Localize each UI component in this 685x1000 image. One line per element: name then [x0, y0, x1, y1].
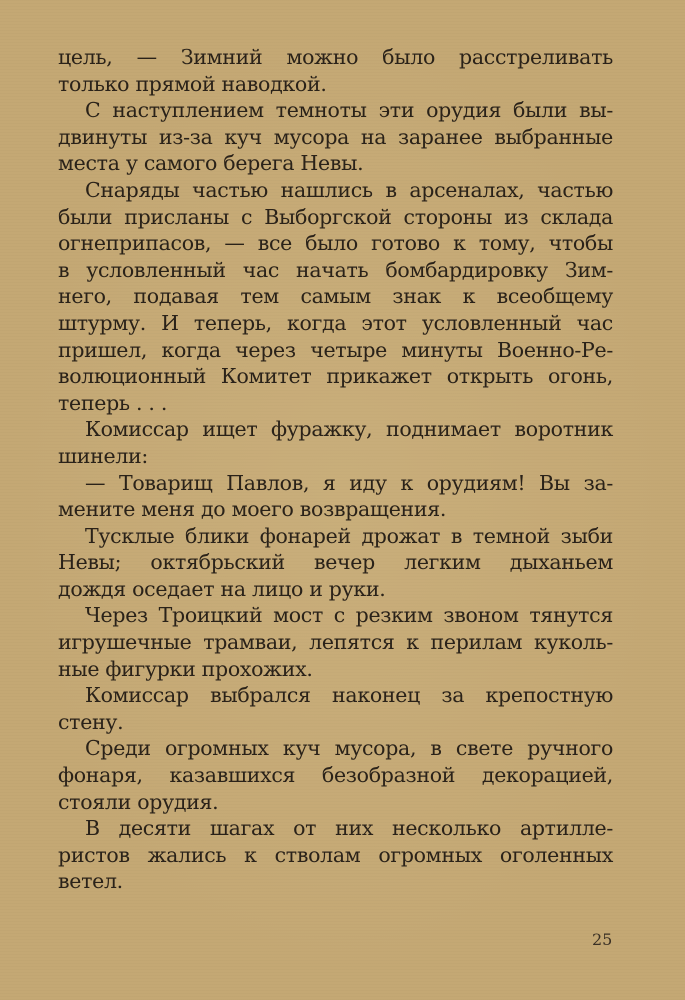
- text-line: Тусклые блики фонарей дрожат в темной зыби: [85, 523, 613, 548]
- text-line: волюционный Комитет прикажет открыть огонь,: [58, 364, 613, 389]
- text-line: Среди огромных куч мусора, в свете ручного: [85, 736, 613, 761]
- text-line: В десяти шагах от них несколько артилле-: [85, 816, 613, 841]
- text-line: штурму. И теперь, когда этот условленный час: [58, 310, 613, 335]
- text-line: в условленный час начать бомбардировку Зим-: [58, 257, 613, 282]
- text-line: были присланы с Выборгской стороны из склада: [58, 204, 613, 229]
- text-line: теперь . . .: [58, 390, 168, 415]
- page-number: 25: [592, 930, 613, 949]
- text-line: стену.: [58, 709, 124, 734]
- text-line: Комиссар ищет фуражку, поднимает воротник: [85, 417, 613, 442]
- text-line: С наступлением темноты эти орудия были вы-: [85, 98, 613, 123]
- text-line: пришел, когда через четыре минуты Военно-Ре-: [58, 337, 613, 362]
- text-line: двинуты из-за куч мусора на заранее выбранные: [58, 124, 613, 149]
- text-line: игрушечные трамваи, лепятся к перилам куколь-: [58, 630, 613, 655]
- text-line: места у самого берега Невы.: [58, 151, 364, 176]
- text-line: Через Троицкий мост с резким звоном тянутся: [85, 603, 613, 628]
- text-line: него, подавая тем самым знак к всеобщему: [58, 284, 613, 309]
- text-line: ветел.: [58, 869, 123, 894]
- text-line: Невы; октябрьский вечер легким дыханьем: [58, 550, 613, 575]
- text-line: фонаря, казавшихся безобразной декорацией,: [58, 763, 613, 788]
- text-line: Комиссар выбрался наконец за крепостную: [85, 683, 613, 708]
- text-line: ристов жались к стволам огромных оголенных: [58, 842, 613, 867]
- text-line: шинели:: [58, 443, 149, 468]
- text-line: стояли орудия.: [58, 789, 219, 814]
- text-line: только прямой наводкой.: [58, 71, 327, 96]
- text-line: Снаряды частью нашлись в арсеналах, частью: [85, 177, 613, 202]
- page-body: [58, 44, 613, 895]
- text-line: ные фигурки прохожих.: [58, 656, 313, 681]
- text-line: огнеприпасов, — все было готово к тому, чтобы: [58, 231, 613, 256]
- text-line: — Товарищ Павлов, я иду к орудиям! Вы за-: [85, 470, 613, 495]
- text-line: мените меня до моего возвращения.: [58, 497, 447, 522]
- text-line: цель, — Зимний можно было расстреливать: [58, 45, 613, 69]
- text-line: дождя оседает на лицо и руки.: [58, 576, 386, 601]
